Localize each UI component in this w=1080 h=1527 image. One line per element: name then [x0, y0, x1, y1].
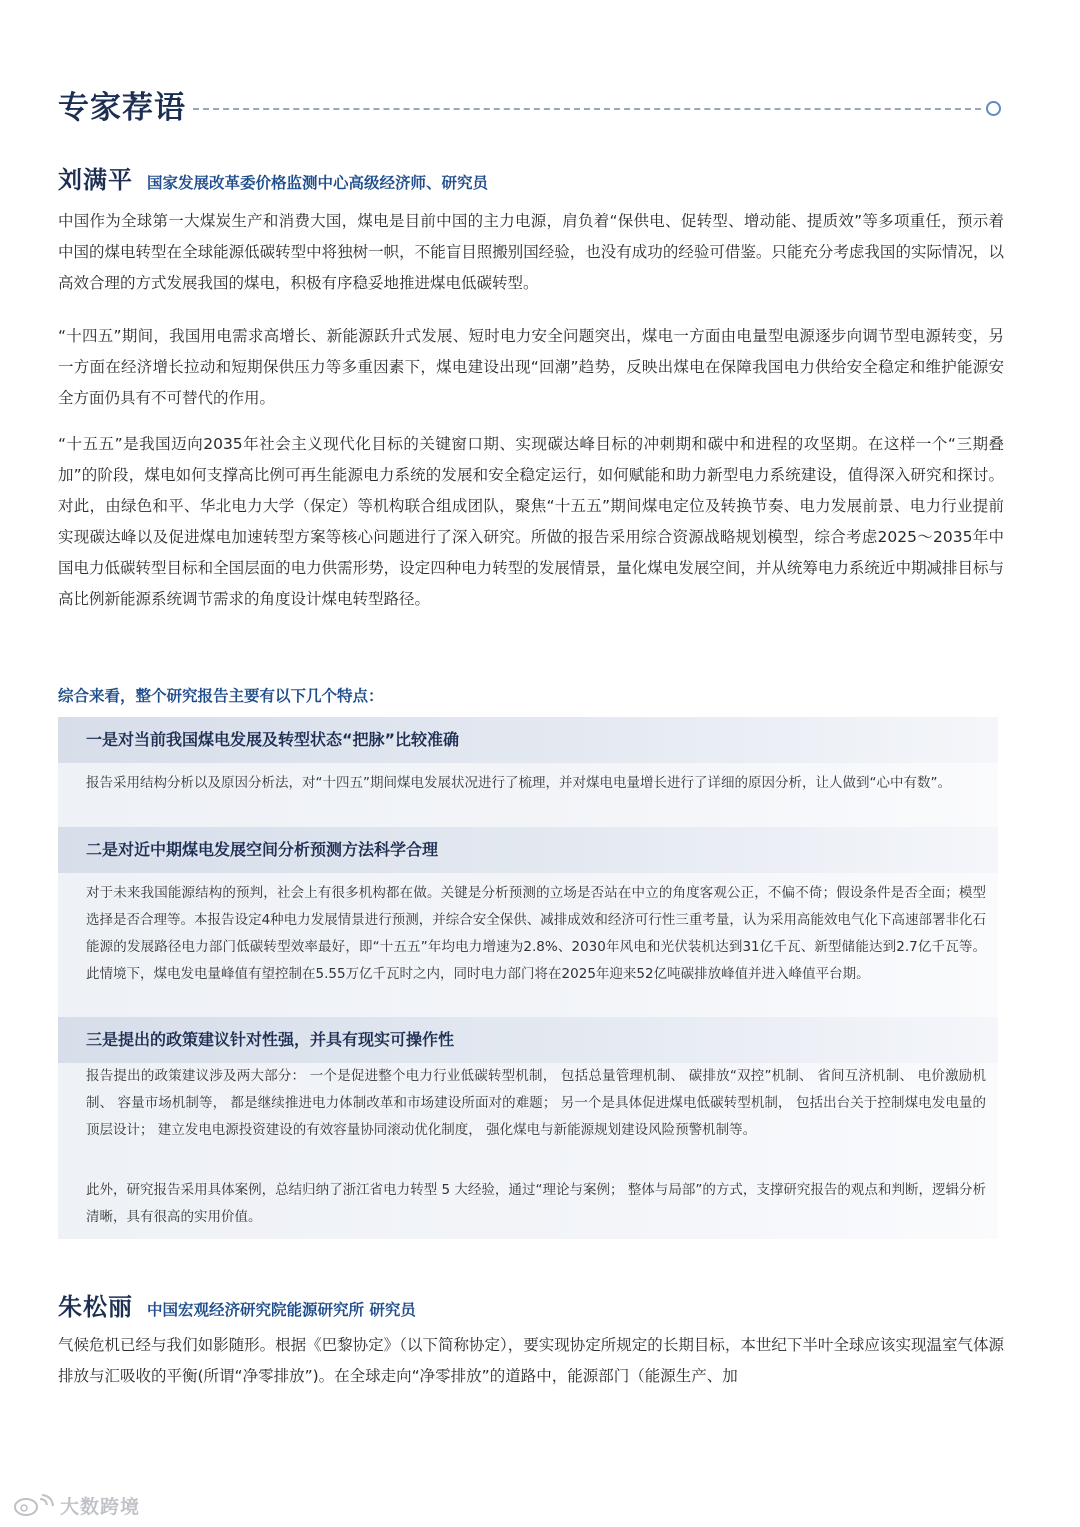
paragraph: 气候危机已经与我们如影随形。根据《巴黎协定》（以下简称协定），要实现协定所规定的长期目标，本世纪下半叶全球应该实现温室气体源排放与汇吸收的平衡(所谓“净零排放”)。在全球走向“净零排放”的道路中，能源部门（能源生产、加 [58, 1336, 1004, 1385]
watermark-text: 大数跨境 [60, 1495, 141, 1518]
features-panel [58, 717, 998, 1239]
paragraph: 中国作为全球第一大煤炭生产和消费大国，煤电是目前中国的主力电源，肩负着“保供电、促转型、增动能、提质效”等多项重任，预示着中国的煤电转型在全球能源低碳转型中将独树一帜，不能盲目照搬别国经验，也没有成功的经验可借鉴。只能充分考虑我国的实际情况，以高效合理的方式发展我国的煤电，积极有序稳妥地推进煤电低碳转型。 [58, 212, 1004, 292]
section-title: 专家荐语 [58, 90, 186, 126]
summary-lead: 综合来看，整个研究报告主要有以下几个特点： [58, 687, 384, 705]
feature-heading [58, 1017, 998, 1063]
expert-name: 刘满平 [58, 166, 133, 194]
expert-heading [58, 1287, 416, 1323]
title-circle-ornament [986, 101, 1001, 116]
watermark [12, 1490, 140, 1520]
paragraph: “十四五”期间，我国用电需求高增长、新能源跃升式发展、短时电力安全问题突出，煤电一方面由电量型电源逐步向调节型电源转变，另一方面在经济增长拉动和短期保供压力等多重因素下，煤电建设出现“回潮”趋势，反映出煤电在保障我国电力供给安全稳定和维护能源安全方面仍具有不可替代的作用。 [58, 327, 1004, 407]
title-dashed-rule [193, 108, 981, 110]
feature-heading [58, 827, 998, 873]
feature-body: 此外，研究报告采用具体案例，总结归纳了浙江省电力转型 5 大经验，通过“理论与案例； 整体与局部”的方式，支撑研究报告的观点和判断，逻辑分析清晰，具有很高的实用价值。 [86, 1182, 986, 1225]
feature-body: 报告提出的政策建议涉及两大部分： 一个是促进整个电力行业低碳转型机制， 包括总量管理机制、 碳排放“双控”机制、 省间互济机制、 电价激励机制、 容量市场机制等， 都是继续推进电力体制改革和市场建设所面对的难题； 另一个是具体促进煤电低碳转型机制， 包括出台关于控制煤电发电量的顶层设计； 建立发电电源投资建设的有效容量协同滚动优化制度， 强化煤电与新能源规划建设风险预警机制等。 [86, 1068, 986, 1138]
feature-heading [58, 717, 998, 763]
paragraph: “十五五”是我国迈向2035年社会主义现代化目标的关键窗口期、实现碳达峰目标的冲刺期和碳中和进程的攻坚期。在这样一个“三期叠加”的阶段，煤电如何支撑高比例可再生能源电力系统的发展和安全稳定运行，如何赋能和助力新型电力系统建设，值得深入研究和探讨。对此，由绿色和平、华北电力大学（保定）等机构联合组成团队，聚焦“十五五”期间煤电定位及转换节奏、电力发展前景、电力行业提前实现碳达峰以及促进煤电加速转型方案等核心问题进行了深入研究。所做的报告采用综合资源战略规划模型，综合考虑2025～2035年中国电力低碳转型目标和全国层面的电力供需形势，设定四种电力转型的发展情景，量化煤电发展空间，并从统筹电力系统近中期减排目标与高比例新能源系统调节需求的角度设计煤电转型路径。 [58, 435, 1004, 608]
feature-body: 对于未来我国能源结构的预判，社会上有很多机构都在做。关键是分析预测的立场是否站在中立的角度客观公正，不偏不倚；假设条件是否全面；模型选择是否合理等。本报告设定4种电力发展情景进行预测，并综合安全保供、减排成效和经济可行性三重考量，认为采用高能效电气化下高速部署非化石能源的发展路径电力部门低碳转型效率最好，即“十五五”年均电力增速为2.8%、2030年风电和光伏装机达到31亿千瓦、新型储能达到2.7亿千瓦等。此情境下，煤电发电量峰值有望控制在5.55万亿千瓦时之内，同时电力部门将在2025年迎来52亿吨碳排放峰值并进入峰值平台期。 [86, 885, 986, 982]
feature-heading-text: 一是对当前我国煤电发展及转型状态“把脉”比较准确 [86, 730, 460, 749]
feature-heading-text: 二是对近中期煤电发展空间分析预测方法科学合理 [86, 840, 439, 859]
feature-body: 报告采用结构分析以及原因分析法，对“十四五”期间煤电发展状况进行了梳理，并对煤电电量增长进行了详细的原因分析，让人做到“心中有数”。 [86, 775, 951, 791]
expert-title: 国家发展改革委价格监测中心高级经济师、研究员 [147, 174, 489, 192]
weibo-icon [12, 1493, 56, 1517]
expert-title: 中国宏观经济研究院能源研究所 研究员 [147, 1301, 416, 1319]
expert-name: 朱松丽 [58, 1293, 133, 1321]
expert-heading [58, 160, 488, 196]
feature-heading-text: 三是提出的政策建议针对性强，并具有现实可操作性 [86, 1030, 455, 1049]
